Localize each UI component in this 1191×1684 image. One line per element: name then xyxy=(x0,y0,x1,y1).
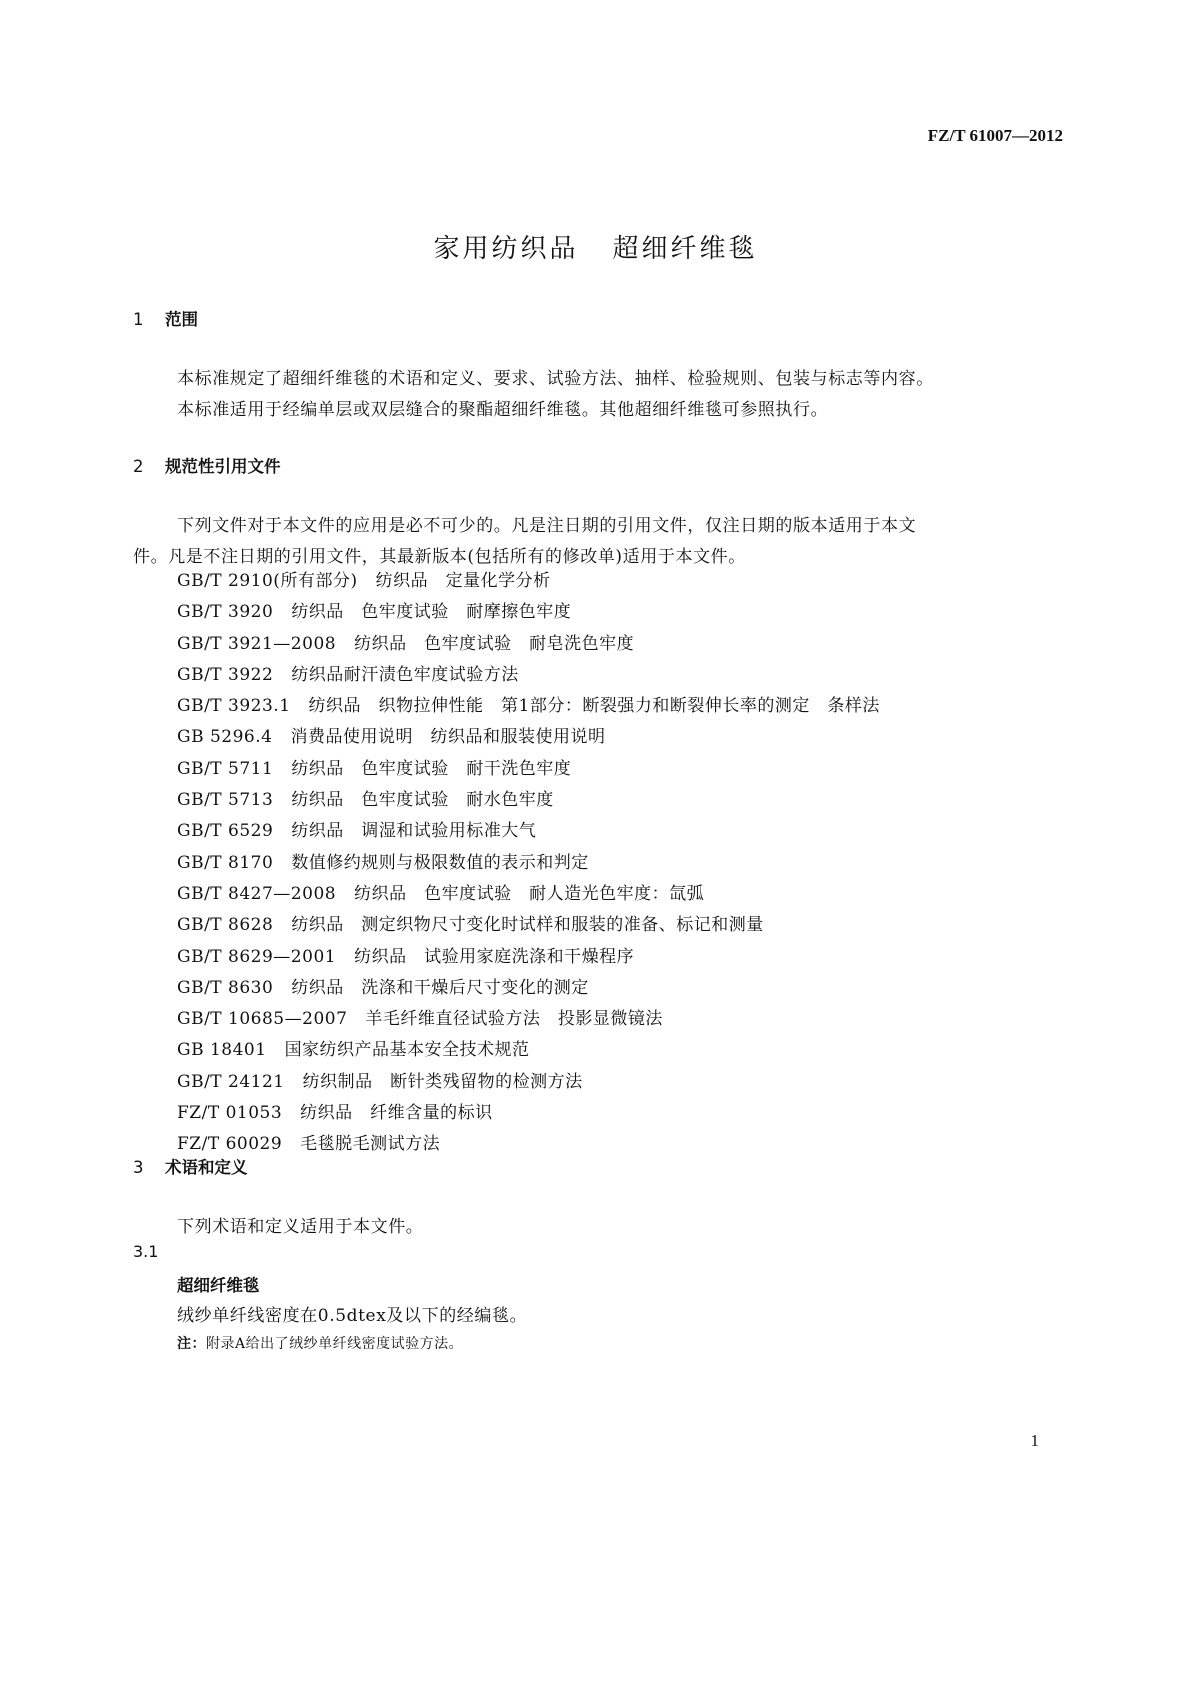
reference-title: 纺织品 织物拉伸性能 第1部分：断裂强力和断裂伸长率的测定 条样法 xyxy=(308,696,880,717)
reference-title: 纺织品 色牢度试验 耐水色牢度 xyxy=(291,790,554,811)
section-title: 术语和定义 xyxy=(165,1158,248,1177)
reference-item xyxy=(177,785,880,816)
reference-item xyxy=(177,1035,880,1066)
page-number: 1 xyxy=(1030,1431,1039,1450)
reference-title: 纺织品 纤维含量的标识 xyxy=(300,1103,493,1124)
reference-title: 纺织品 色牢度试验 耐人造光色牢度：氙弧 xyxy=(354,883,705,904)
reference-code: GB/T 8170 xyxy=(177,852,274,873)
reference-item xyxy=(177,660,880,691)
reference-title: 纺织品 试验用家庭洗涤和干燥程序 xyxy=(354,946,635,967)
reference-code: GB/T 5713 xyxy=(177,790,274,811)
reference-title: 国家纺织产品基本安全技术规范 xyxy=(284,1040,530,1061)
reference-item xyxy=(177,816,880,847)
reference-code: GB/T 2910(所有部分) xyxy=(177,571,358,591)
reference-title: 纺织品 测定织物尺寸变化时试样和服装的准备、标记和测量 xyxy=(291,915,764,936)
references-intro-line-2: 件。凡是不注日期的引用文件，其最新版本(包括所有的修改单)适用于本文件。 xyxy=(133,547,746,567)
reference-title: 纺织品 洗涤和干燥后尺寸变化的测定 xyxy=(291,977,589,998)
term-name: 超细纤维毯 xyxy=(177,1276,260,1295)
reference-item xyxy=(177,1129,880,1160)
scope-paragraph-2: 本标准适用于经编单层或双层缝合的聚酯超细纤维毯。其他超细纤维毯可参照执行。 xyxy=(177,400,829,420)
reference-item xyxy=(177,566,880,597)
term-note xyxy=(177,1333,463,1353)
section-title: 范围 xyxy=(165,310,198,329)
note-text: 附录A给出了绒纱单纤线密度试验方法。 xyxy=(206,1336,464,1352)
reference-item xyxy=(177,910,880,941)
section-2-heading xyxy=(133,453,281,477)
section-title: 规范性引用文件 xyxy=(165,457,281,476)
reference-item xyxy=(177,629,880,660)
reference-code: GB/T 24121 xyxy=(177,1071,285,1092)
reference-title: 纺织品耐汗渍色牢度试验方法 xyxy=(291,664,519,685)
reference-item xyxy=(177,722,880,753)
section-3-heading xyxy=(133,1154,248,1178)
reference-item xyxy=(177,942,880,973)
reference-code: GB/T 3920 xyxy=(177,602,274,623)
section-number: 3 xyxy=(133,1158,144,1177)
reference-title: 纺织品 色牢度试验 耐皂洗色牢度 xyxy=(354,633,635,654)
standard-code: FZ/T 61007—2012 xyxy=(927,126,1063,145)
reference-code: GB/T 8630 xyxy=(177,977,274,998)
reference-code: GB 18401 xyxy=(177,1040,267,1061)
reference-title: 羊毛纤维直径试验方法 投影显微镜法 xyxy=(365,1009,663,1030)
reference-code: GB/T 5711 xyxy=(177,758,274,779)
reference-item xyxy=(177,754,880,785)
normative-references-list xyxy=(177,566,880,1161)
section-number: 1 xyxy=(133,310,144,329)
reference-title: 纺织制品 断针类残留物的检测方法 xyxy=(302,1071,583,1092)
reference-title: 纺织品 色牢度试验 耐摩擦色牢度 xyxy=(291,602,572,623)
reference-item xyxy=(177,1004,880,1035)
reference-item xyxy=(177,879,880,910)
section-1-heading xyxy=(133,306,198,330)
reference-code: GB/T 8628 xyxy=(177,915,274,936)
reference-item xyxy=(177,1067,880,1098)
title-part-2: 超细纤维毯 xyxy=(612,234,758,264)
note-label: 注： xyxy=(177,1336,206,1352)
reference-code: GB/T 8427—2008 xyxy=(177,883,337,904)
reference-code: GB/T 3922 xyxy=(177,664,274,685)
section-number: 2 xyxy=(133,457,144,476)
reference-title: 毛毯脱毛测试方法 xyxy=(300,1134,441,1155)
reference-item xyxy=(177,691,880,722)
terms-intro: 下列术语和定义适用于本文件。 xyxy=(177,1217,424,1237)
reference-code: GB/T 6529 xyxy=(177,821,274,842)
reference-item xyxy=(177,973,880,1004)
reference-code: FZ/T 60029 xyxy=(177,1134,283,1155)
reference-item xyxy=(177,1098,880,1129)
reference-code: GB 5296.4 xyxy=(177,727,273,748)
reference-title: 消费品使用说明 纺织品和服装使用说明 xyxy=(290,727,606,748)
term-number: 3.1 xyxy=(133,1242,159,1261)
reference-title: 纺织品 调湿和试验用标准大气 xyxy=(291,821,537,842)
reference-code: GB/T 3921—2008 xyxy=(177,633,337,654)
scope-paragraph-1: 本标准规定了超细纤维毯的术语和定义、要求、试验方法、抽样、检验规则、包装与标志等内容。 xyxy=(177,369,934,389)
reference-item xyxy=(177,848,880,879)
reference-item xyxy=(177,597,880,628)
term-definition: 绒纱单纤线密度在0.5dtex及以下的经编毯。 xyxy=(177,1306,528,1326)
reference-code: FZ/T 01053 xyxy=(177,1103,283,1124)
reference-code: GB/T 3923.1 xyxy=(177,696,291,717)
reference-title: 数值修约规则与极限数值的表示和判定 xyxy=(291,852,589,873)
reference-code: GB/T 10685—2007 xyxy=(177,1009,348,1030)
reference-title: 纺织品 定量化学分析 xyxy=(375,571,551,591)
references-intro-line-1: 下列文件对于本文件的应用是必不可少的。凡是注日期的引用文件，仅注日期的版本适用于本文 xyxy=(177,516,917,536)
title-part-1: 家用纺织品 xyxy=(433,234,579,264)
reference-title: 纺织品 色牢度试验 耐干洗色牢度 xyxy=(291,758,572,779)
reference-code: GB/T 8629—2001 xyxy=(177,946,337,967)
document-title xyxy=(0,228,1191,265)
